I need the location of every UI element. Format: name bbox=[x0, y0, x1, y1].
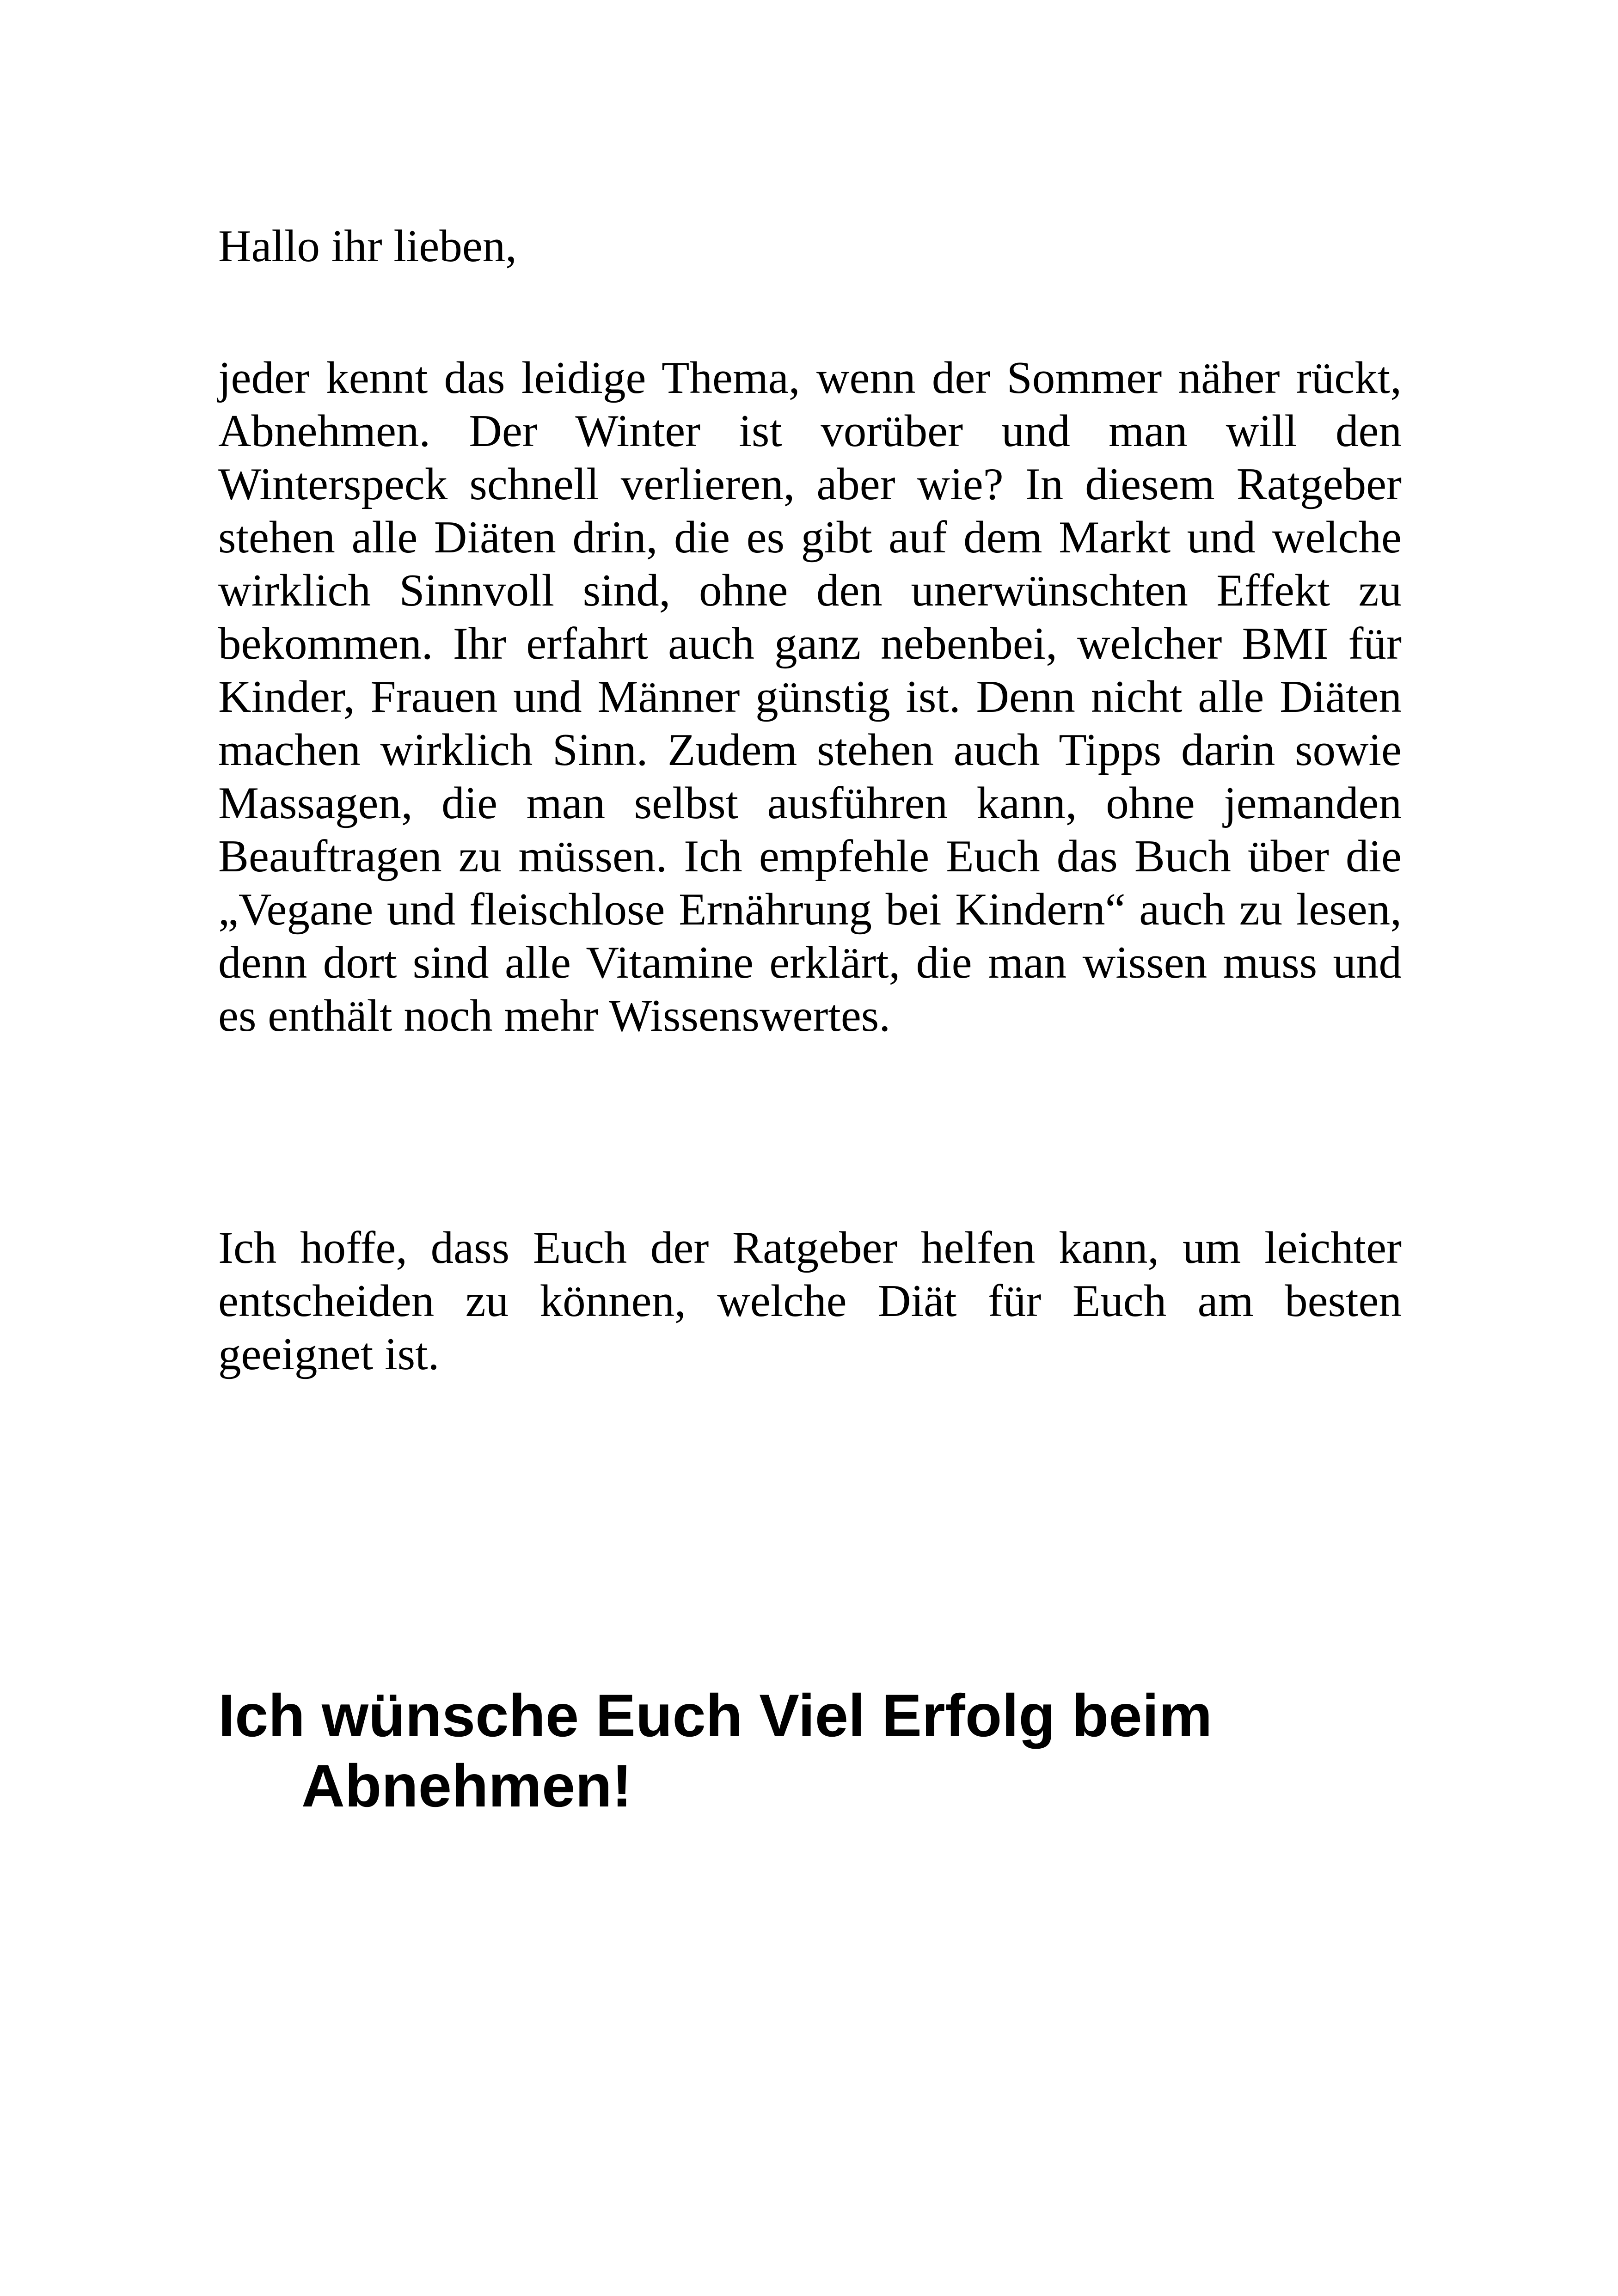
intro-paragraph bbox=[218, 351, 1402, 1042]
paragraph-line: machen wirklich Sinn. Zudem stehen auch Tipps darin sowie bbox=[218, 725, 1402, 775]
paragraph-line: Kinder, Frauen und Männer günstig ist. Denn nicht alle Diäten bbox=[218, 672, 1402, 722]
paragraph-line: Beauftragen zu müssen. Ich empfehle Euch das Buch über die bbox=[218, 831, 1402, 882]
paragraph-line: Ich hoffe, dass Euch der Ratgeber helfen kann, um leichter bbox=[218, 1223, 1402, 1273]
paragraph-line: stehen alle Diäten drin, die es gibt auf dem Markt und welche bbox=[218, 512, 1402, 563]
paragraph-line: Abnehmen. Der Winter ist vorüber und man will den bbox=[218, 406, 1402, 456]
paragraph-line: jeder kennt das leidige Thema, wenn der Sommer näher rückt, bbox=[218, 353, 1402, 403]
greeting: Hallo ihr lieben, bbox=[218, 221, 517, 271]
paragraph-line: „Vegane und fleischlose Ernährung bei Kindern“ auch zu lesen, bbox=[218, 884, 1402, 935]
hope-paragraph bbox=[218, 1221, 1402, 1381]
paragraph-line: entscheiden zu können, welche Diät für Euch am besten bbox=[218, 1276, 1402, 1326]
paragraph-line: Winterspeck schnell verlieren, aber wie? In diesem Ratgeber bbox=[218, 459, 1402, 509]
paragraph-line-last: es enthält noch mehr Wissenswertes. bbox=[218, 991, 891, 1041]
closing-line: Abnehmen! bbox=[301, 1752, 632, 1819]
paragraph-line: bekommen. Ihr erfahrt auch ganz nebenbei, welcher BMI für bbox=[218, 618, 1402, 669]
paragraph-line: denn dort sind alle Vitamine erklärt, die man wissen muss und bbox=[218, 937, 1402, 988]
closing-heading bbox=[218, 1680, 1466, 1821]
paragraph-line: wirklich Sinnvoll sind, ohne den unerwünschten Effekt zu bbox=[218, 565, 1402, 616]
paragraph-line: Massagen, die man selbst ausführen kann, ohne jemanden bbox=[218, 778, 1402, 828]
closing-line: Ich wünsche Euch Viel Erfolg beim bbox=[218, 1682, 1213, 1749]
paragraph-line-last: geeignet ist. bbox=[218, 1329, 440, 1379]
